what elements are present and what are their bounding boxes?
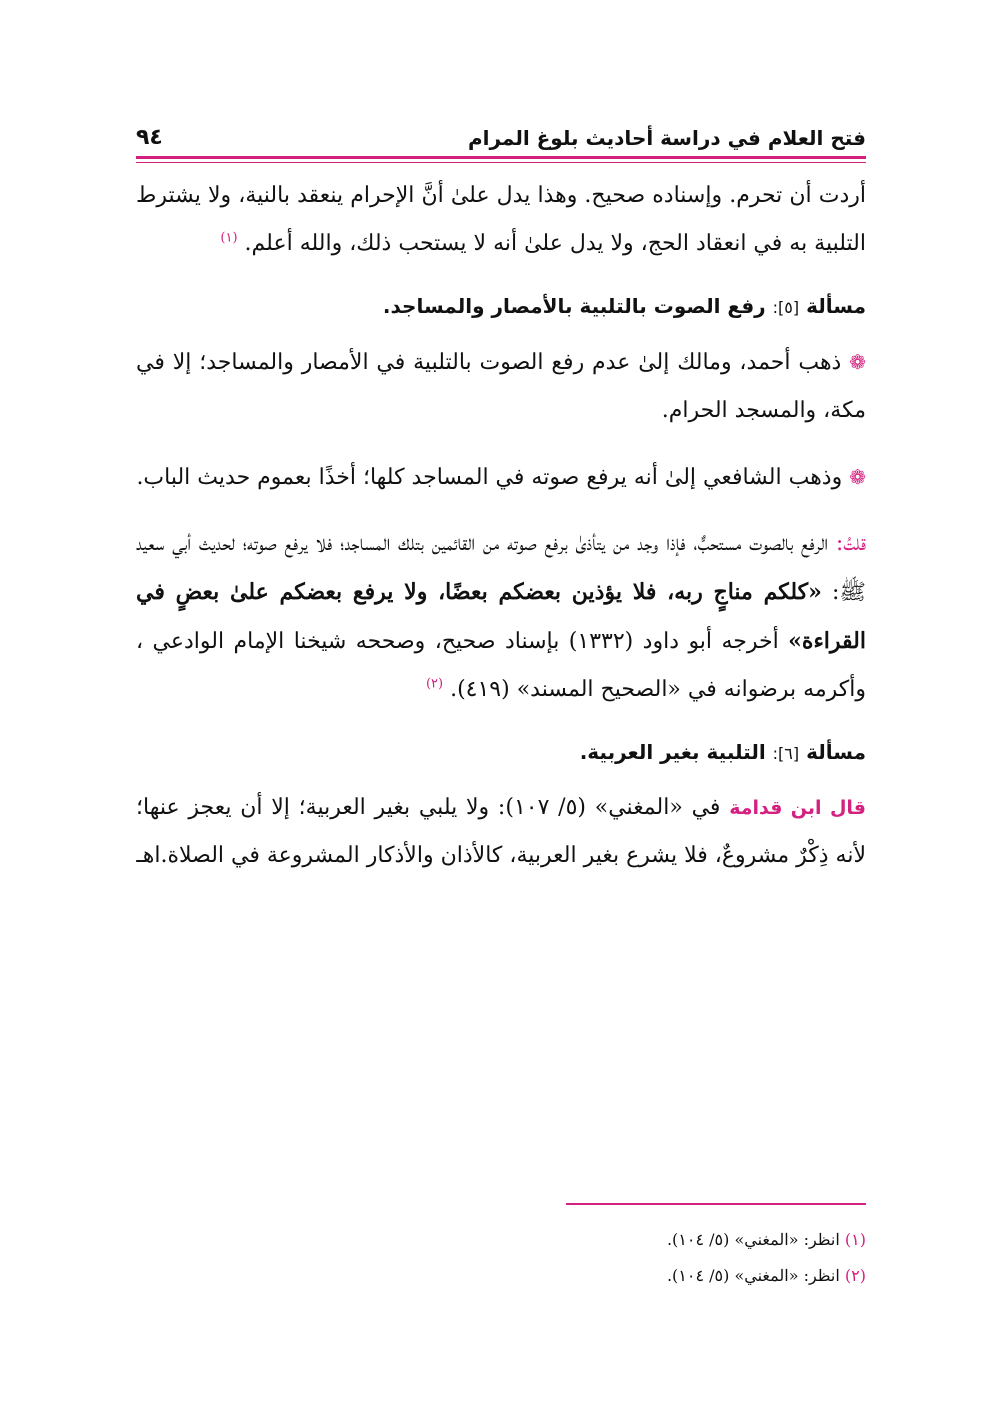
paragraph-3: [136, 453, 866, 502]
qultu-label: قلتُ:: [835, 531, 866, 556]
paragraph-2: [136, 338, 866, 435]
footnotes: [136, 1222, 866, 1294]
paragraph-5-text: في «المغني» (٥/ ١٠٧): ولا يلبي بغير العربية؛ إلا أن يعجز عنها؛ لأنه ذِكْرٌ مشروعٌ، فلا يشرع بغير العربية، كالأذان والأذكار المشروعة في الصلاة.اهـ: [136, 795, 866, 868]
issue-5-heading: [136, 284, 866, 330]
paragraph-4: [136, 520, 866, 714]
footnote-text: انظر: «المغني» (٥/ ١٠٤).: [666, 1266, 840, 1285]
flower-bullet-icon: ❁: [849, 350, 866, 374]
issue-title: رفع الصوت بالتلبية بالأمصار والمساجد.: [382, 294, 766, 318]
footnote-number: (٢): [844, 1266, 866, 1285]
issue-number: [٥]:: [772, 298, 800, 317]
footnote-ref-1[interactable]: (١): [220, 230, 238, 246]
issue-label: مسألة: [806, 740, 866, 764]
book-title: فتح العلام في دراسة أحاديث بلوغ المرام: [467, 126, 866, 150]
paragraph-2-text: ذهب أحمد، ومالك إلىٰ عدم رفع الصوت بالتلبية في الأمصار والمساجد؛ إلا في مكة، والمسجد الحرام.: [136, 350, 866, 423]
book-page: [136, 0, 866, 1418]
paragraph-4-text-2: أخرجه أبو داود (١٣٣٢) بإسناد صحيح، وصححه شيخنا الإمام الوادعي ، وأكرمه برضوانه في «الصحيح المسند» (٤١٩).: [136, 629, 866, 702]
footnote-2: [136, 1258, 866, 1294]
paragraph-3-text: وذهب الشافعي إلىٰ أنه يرفع صوته في المساجد كلها؛ أخذًا بعموم حديث الباب.: [136, 465, 843, 490]
page-number: ٩٤: [136, 125, 163, 150]
footnote-number: (١): [844, 1230, 866, 1249]
speaker-name: قال ابن قدامة: [729, 797, 867, 819]
hadith-quote: «كلكم مناجٍ ربه، فلا يؤذين بعضكم بعضًا، ولا يرفع بعضكم علىٰ بعضٍ في القراءة»: [136, 579, 866, 654]
issue-title: التلبية بغير العربية.: [579, 740, 766, 764]
flower-bullet-icon: ❁: [849, 465, 866, 489]
paragraph-5: [136, 784, 866, 880]
footnote-1: [136, 1222, 866, 1258]
footnote-ref-2[interactable]: (٢): [425, 676, 444, 692]
issue-label: مسألة: [806, 294, 866, 318]
running-header: [136, 116, 866, 150]
issue-6-heading: [136, 730, 866, 776]
header-rule-thin: [136, 162, 866, 163]
paragraph-1-line-1: أردت أن تحرم. وإسناده صحيح. وهذا يدل علىٰ أنَّ الإحرام ينعقد بالنية، ولا: [207, 183, 866, 208]
footnote-separator: [566, 1203, 866, 1205]
issue-number: [٦]:: [772, 744, 800, 763]
header-rule-thick: [136, 156, 866, 159]
footnote-text: انظر: «المغني» (٥/ ١٠٤).: [666, 1230, 840, 1249]
paragraph-1: [136, 172, 866, 268]
paragraph-1-line-2: يشترط التلبية به في انعقاد الحج، ولا يدل علىٰ أنه لا يستحب ذلك، والله أعلم.: [136, 183, 866, 256]
paragraph-4-text-1: الرفع بالصوت مستحبٌّ، فإذا وجد من يتأذىٰ برفع صوته من القائمين بتلك المساجد؛ فلا يرفع صوته؛ لحديث أبي سعيد ﷺ:: [136, 531, 866, 605]
main-text: [136, 172, 866, 880]
